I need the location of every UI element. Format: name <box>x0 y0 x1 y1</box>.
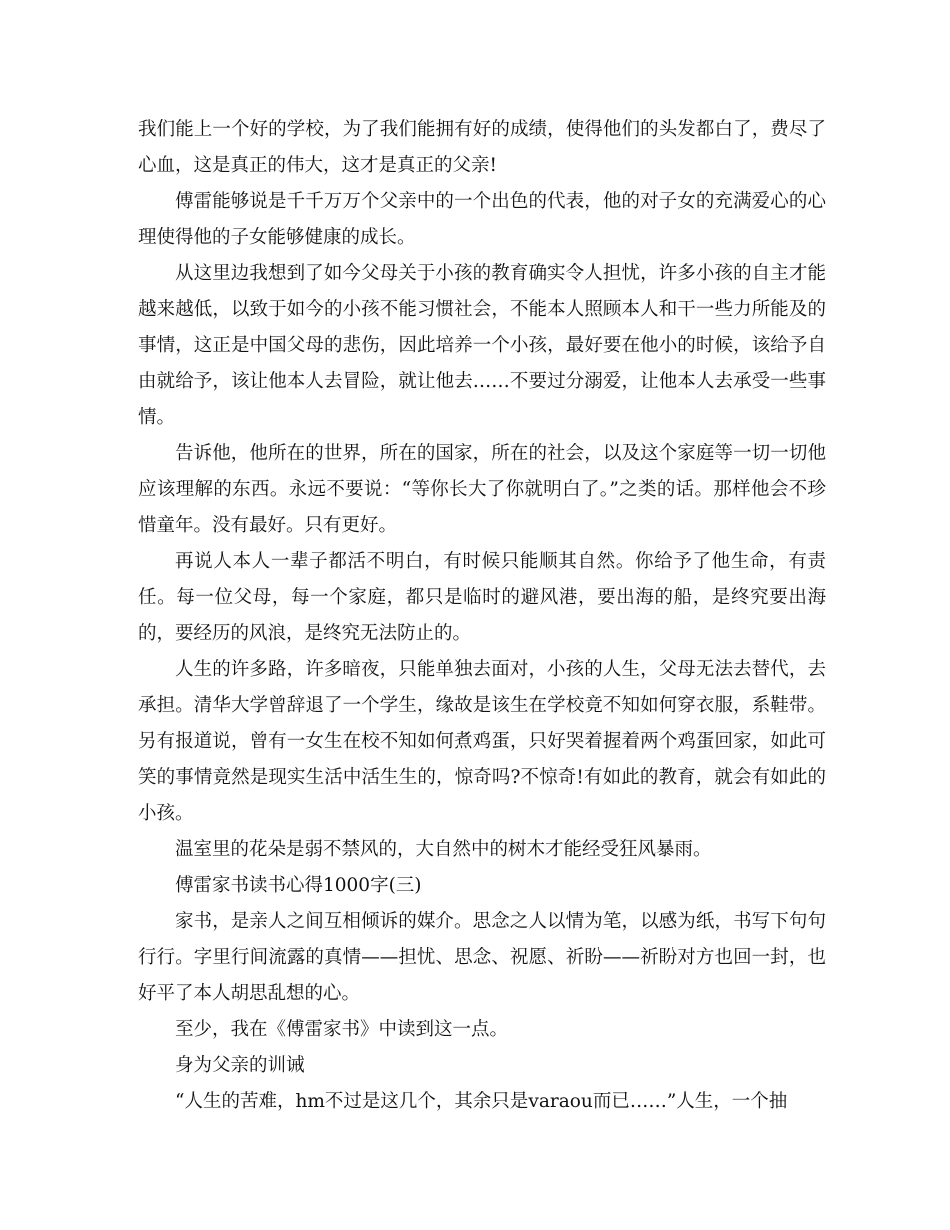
paragraph-1: 我们能上一个好的学校，为了我们能拥有好的成绩，使得他们的头发都白了，费尽了心血，这是真正的伟大，这才是真正的父亲! <box>138 119 826 176</box>
paragraph-2: 傅雷能够说是千千万万个父亲中的一个出色的代表，他的对子女的充满爱心的心理使得他的子女能够健康的成长。 <box>138 191 826 248</box>
paragraph-6: 人生的许多路，许多暗夜，只能单独去面对，小孩的人生，父母无法去替代，去承担。清华大学曾辞退了一个学生，缘故是该生在学校竟不知如何穿衣服，系鞋带。另有报道说，曾有一女生在校不知如何煮鸡蛋，只好哭着握着两个鸡蛋回家，如此可笑的事情竟然是现实生活中活生生的，惊奇吗?不惊奇!有如此的教育，就会有如此的小孩。 <box>138 659 826 824</box>
section-heading: 傅雷家书读书心得1000字(三) <box>175 875 422 896</box>
paragraph-5: 再说人本人一辈子都活不明白，有时候只能顺其自然。你给予了他生命，有责任。每一位父母，每一个家庭，都只是临时的避风港，要出海的船，是终究要出海的，要经历的风浪，是终究无法防止的。 <box>138 551 826 644</box>
paragraph-3: 从这里边我想到了如今父母关于小孩的教育确实令人担忧，许多小孩的自主才能越来越低，以致于如今的小孩不能习惯社会，不能本人照顾本人和干一些力所能及的事情，这正是中国父母的悲伤，因此培养一个小孩，最好要在他小的时候，该给予自由就给予，该让他本人去冒险，就让他去……不要过分溺爱，让他本人去承受一些事情。 <box>138 263 826 428</box>
paragraph-7: 温室里的花朵是弱不禁风的，大自然中的树木才能经受狂风暴雨。 <box>175 839 712 860</box>
subheading: 身为父亲的训诫 <box>175 1055 305 1076</box>
document-body <box>138 112 826 1120</box>
paragraph-9: 至少，我在《傅雷家书》中读到这一点。 <box>175 1019 509 1040</box>
paragraph-4: 告诉他，他所在的世界，所在的国家，所在的社会，以及这个家庭等一切一切他应该理解的东西。永远不要说：“等你长大了你就明白了。”之类的话。那样他会不珍惜童年。没有最好。只有更好。 <box>138 443 826 536</box>
paragraph-10: “人生的苦难，hm不过是这几个，其余只是varaou而已……”人生，一个抽 <box>175 1091 788 1112</box>
paragraph-8: 家书，是亲人之间互相倾诉的媒介。思念之人以情为笔，以感为纸，书写下句句行行。字里行间流露的真情——担忧、思念、祝愿、祈盼——祈盼对方也回一封，也好平了本人胡思乱想的心。 <box>138 911 826 1004</box>
